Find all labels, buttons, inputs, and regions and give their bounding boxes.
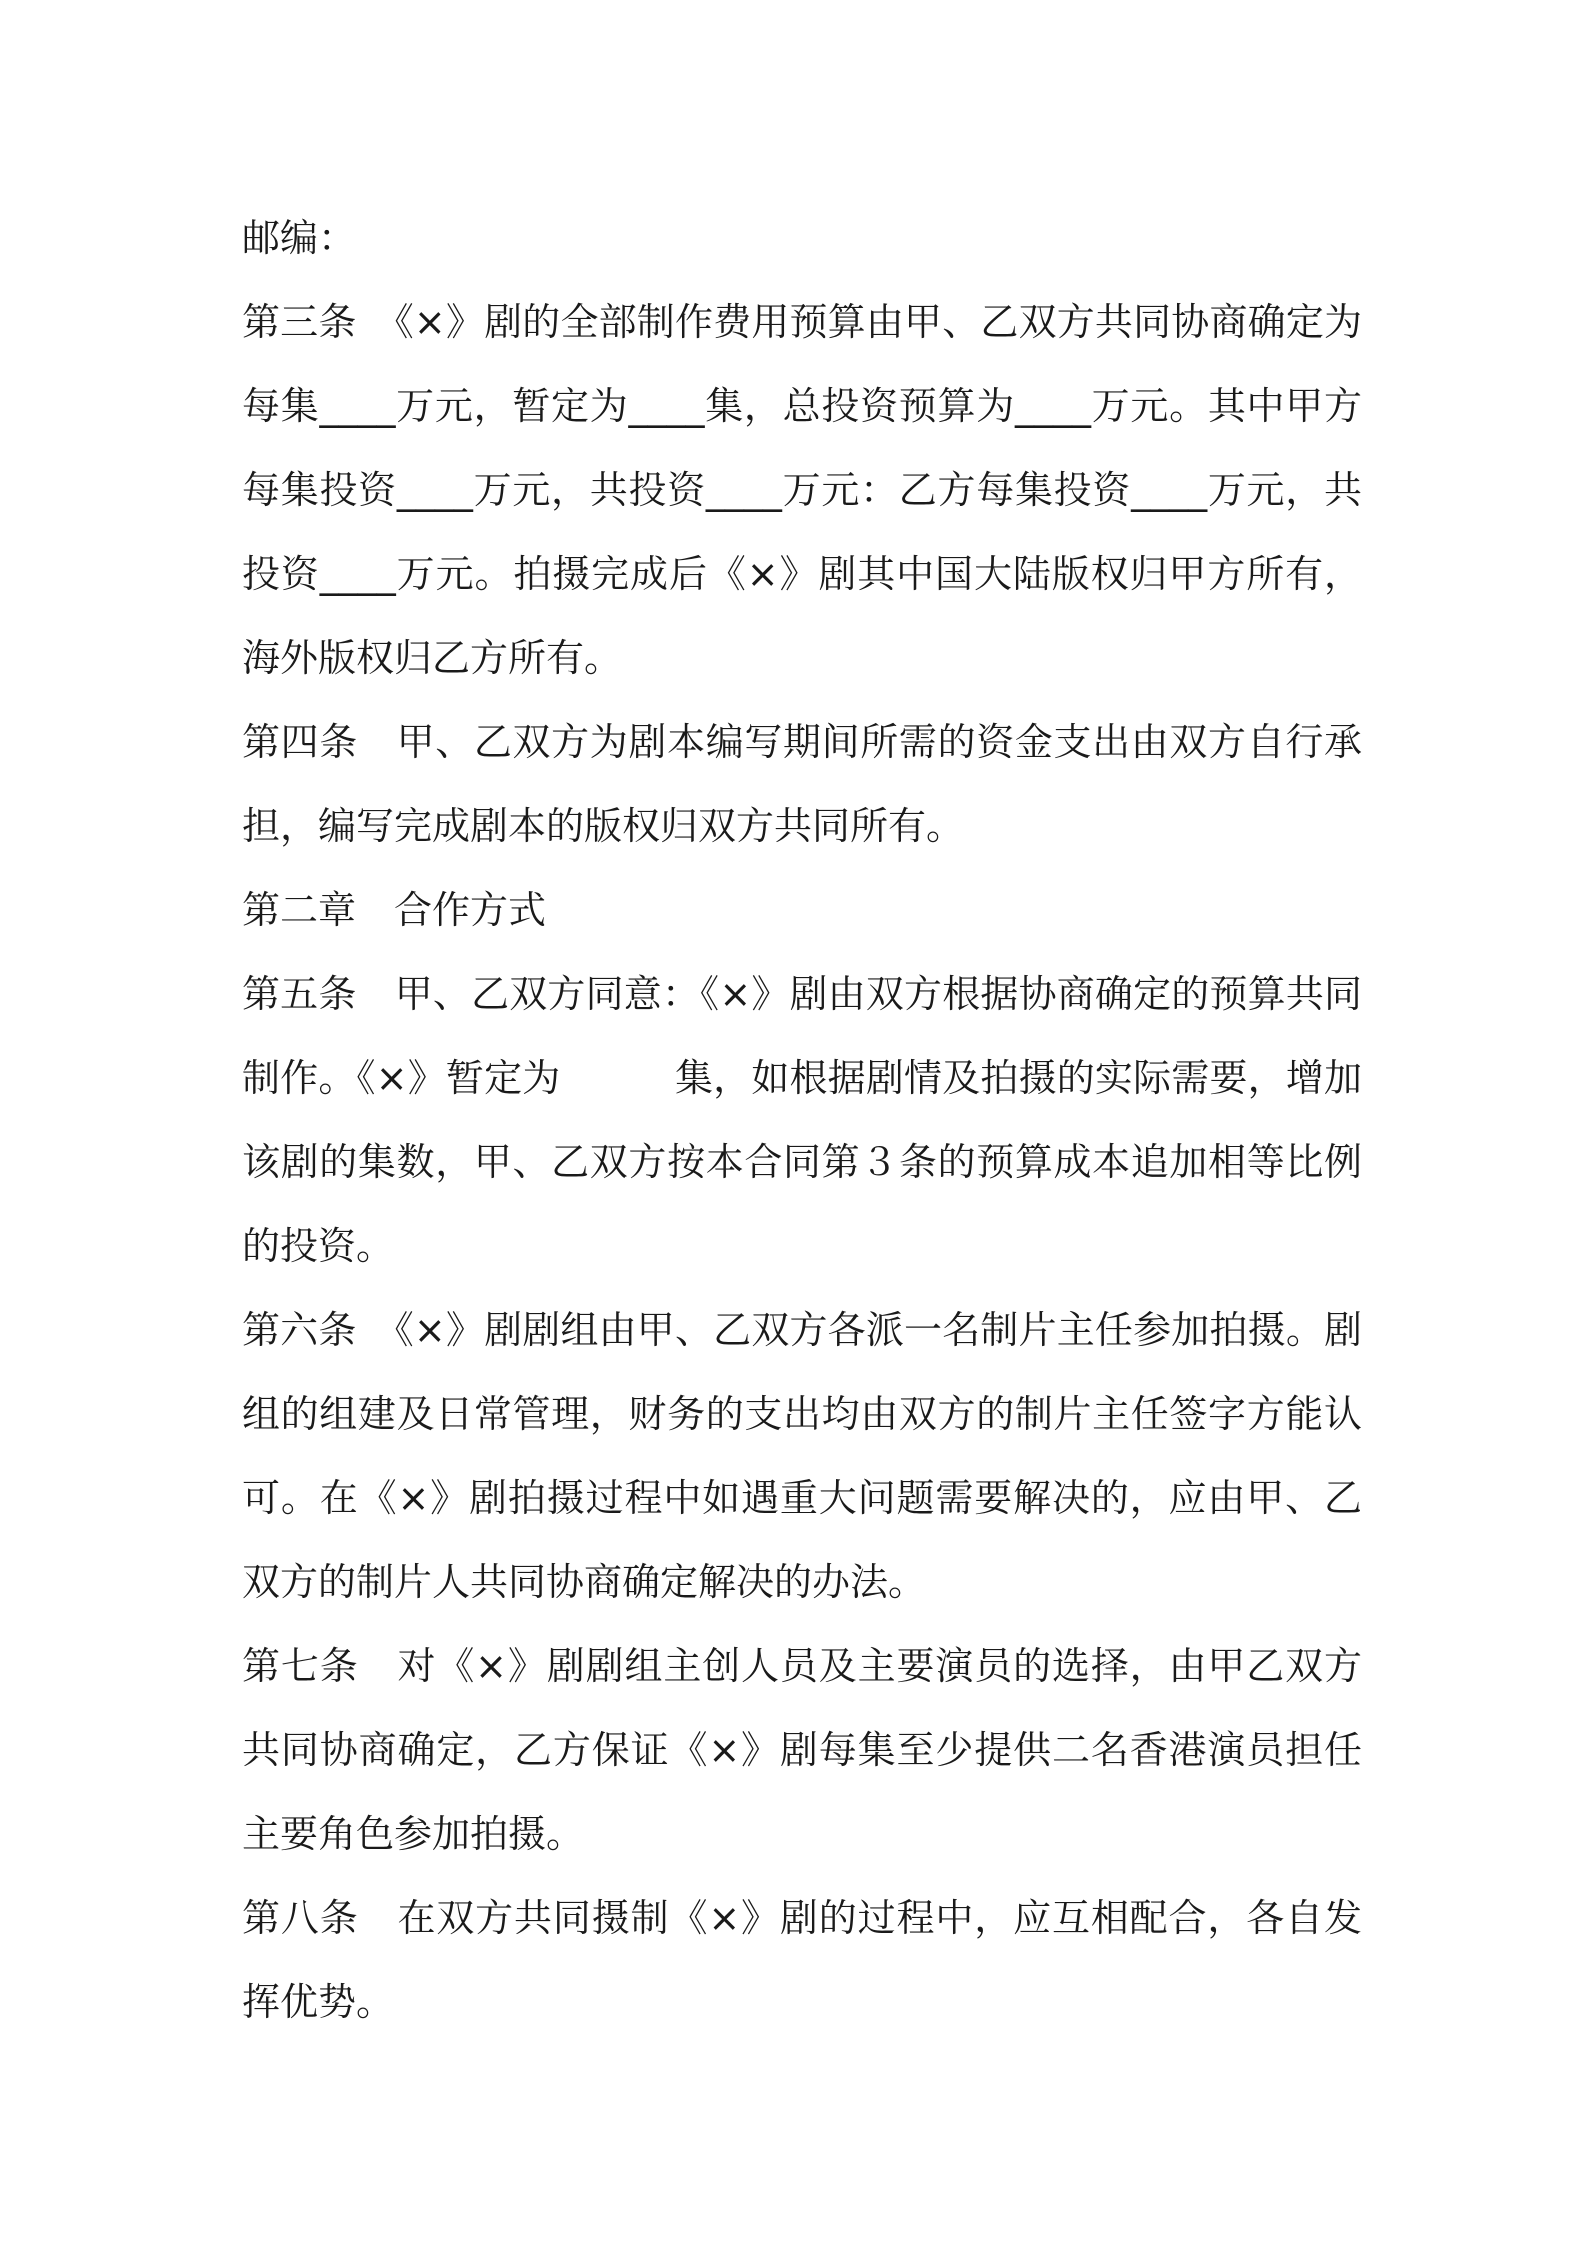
article-8: 第八条 在双方共同摄制《×》剧的过程中，应互相配合，各自发挥优势。	[242, 1896, 1362, 2024]
chapter-2-heading: 第二章 合作方式	[242, 888, 547, 932]
document-body	[242, 196, 1362, 2044]
article-5: 第五条 甲、乙双方同意：《×》剧由双方根据协商确定的预算共同制作。《×》暂定为 集，如根据剧情及拍摄的实际需要，增加该剧的集数，甲、乙双方按本合同第３条的预算成本追加相等比例的投资。	[242, 972, 1362, 1268]
article-4: 第四条 甲、乙双方为剧本编写期间所需的资金支出由双方自行承担，编写完成剧本的版权归双方共同所有。	[242, 720, 1362, 848]
article-3: 第三条 《×》剧的全部制作费用预算由甲、乙双方共同协商确定为每集____万元，暂定为____集，总投资预算为____万元。其中甲方每集投资____万元，共投资____万元：乙方每集投资____万元，共投资____万元。拍摄完成后《×》剧其中国大陆版权归甲方所有，海外版权归乙方所有。	[242, 300, 1362, 680]
postal-code-line: 邮编：	[242, 216, 357, 260]
article-7: 第七条 对《×》剧剧组主创人员及主要演员的选择，由甲乙双方共同协商确定，乙方保证《×》剧每集至少提供二名香港演员担任主要角色参加拍摄。	[242, 1644, 1362, 1856]
article-6: 第六条 《×》剧剧组由甲、乙双方各派一名制片主任参加拍摄。剧组的组建及日常管理，财务的支出均由双方的制片主任签字方能认可。在《×》剧拍摄过程中如遇重大问题需要解决的，应由甲、乙双方的制片人共同协商确定解决的办法。	[242, 1308, 1362, 1604]
